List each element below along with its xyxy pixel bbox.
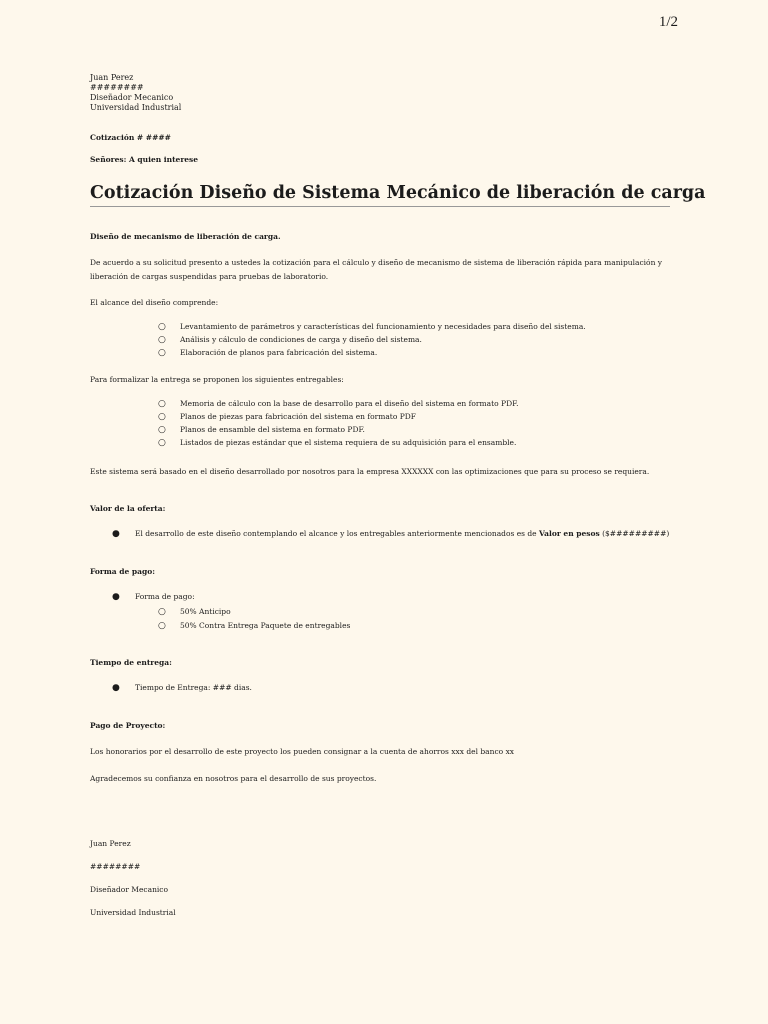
- list-item: ○ 50% Contra Entrega Paquete de entregables: [158, 621, 351, 631]
- sender-block: [90, 73, 670, 113]
- circle-bullet-icon: ○: [158, 411, 166, 422]
- sender-name: Juan Perez: [90, 73, 134, 82]
- offer-list: [90, 529, 670, 542]
- recipient: Señores: A quien interese: [90, 155, 199, 164]
- circle-bullet-icon: ○: [158, 321, 166, 332]
- payment-sub-list: [90, 605, 670, 633]
- list-item: ○ Memoria de cálculo con la base de desarrollo para el diseño del sistema en formato PDF.: [158, 398, 519, 409]
- circle-bullet-icon: ○: [158, 607, 166, 617]
- circle-bullet-icon: ○: [158, 621, 166, 631]
- scope-intro: El alcance del diseño comprende:: [90, 298, 219, 307]
- signature-id: ########: [90, 862, 141, 871]
- offer-text: El desarrollo de este diseño contemplando el alcance y los entregables anteriormente mencionados es de: [135, 529, 540, 538]
- document-title: Cotización Diseño de Sistema Mecánico de liberación de carga: [90, 182, 670, 207]
- list-item: ○ Planos de ensamble del sistema en formato PDF.: [158, 424, 365, 435]
- thanks-paragraph: Agradecemos su confianza en nosotros para el desarrollo de sus proyectos.: [90, 774, 377, 783]
- circle-bullet-icon: ○: [158, 424, 166, 435]
- signature-block: [90, 839, 670, 918]
- filled-bullet-icon: ●: [112, 592, 120, 602]
- list-item: ○ Elaboración de planos para fabricación del sistema.: [158, 347, 378, 358]
- circle-bullet-icon: ○: [158, 334, 166, 345]
- delivery-list: [90, 683, 670, 696]
- sender-id: ########: [90, 83, 144, 92]
- delivery-item: Tiempo de Entrega: ### dias.: [135, 683, 252, 692]
- circle-bullet-icon: ○: [158, 347, 166, 358]
- payment-item: Forma de pago:: [135, 592, 195, 601]
- scope-list: [90, 320, 670, 359]
- circle-bullet-icon: ○: [158, 398, 166, 409]
- circle-bullet-icon: ○: [158, 437, 166, 448]
- document-body: [90, 73, 706, 918]
- list-item: ○ Listados de piezas estándar que el sistema requiera de su adquisición para el ensamble.: [158, 437, 517, 448]
- list-item: ○ Levantamiento de parámetros y características del funcionamiento y necesidades para diseño del sistema.: [158, 321, 586, 332]
- deliverables-list: [90, 397, 670, 449]
- signature-institution: Universidad Industrial: [90, 908, 176, 917]
- page-number: 1/2: [658, 14, 678, 30]
- list-item: [112, 592, 670, 605]
- payment-heading: Forma de pago:: [90, 567, 156, 576]
- sender-role: Diseñador Mecanico: [90, 93, 174, 102]
- filled-bullet-icon: ●: [112, 683, 120, 693]
- list-item: ○ 50% Anticipo: [158, 607, 231, 617]
- sender-institution: Universidad Industrial: [90, 103, 182, 112]
- filled-bullet-icon: ●: [112, 529, 120, 539]
- list-item: [112, 529, 670, 542]
- payment-list: [90, 592, 670, 605]
- intro-paragraph: De acuerdo a su solicitud presento a ustedes la cotización para el cálculo y diseño de mecanismo de sistema de liberación rápida para manipulación y liberación de cargas suspendidas para pruebas de laboratorio.: [90, 258, 663, 281]
- project-payment-text: Los honorarios por el desarrollo de este proyecto los pueden consignar a la cuenta de ahorros xxx del banco xx: [90, 747, 515, 756]
- basis-paragraph: Este sistema será basado en el diseño desarrollado por nosotros para la empresa XXXXXX con las optimizaciones que para su proceso se requiera.: [90, 467, 650, 476]
- offer-heading: Valor de la oferta:: [90, 504, 166, 513]
- signature-name: Juan Perez: [90, 839, 131, 848]
- list-item: ○ Planos de piezas para fabricación del sistema en formato PDF: [158, 411, 416, 422]
- signature-role: Diseñador Mecanico: [90, 885, 169, 894]
- offer-value-label: Valor en pesos: [539, 529, 600, 538]
- offer-value-amount: ($#########): [602, 529, 670, 538]
- quote-number: Cotización # ####: [90, 133, 171, 142]
- section-heading-main: Diseño de mecanismo de liberación de carga.: [90, 232, 281, 241]
- delivery-heading: Tiempo de entrega:: [90, 658, 172, 667]
- list-item: ○ Análisis y cálculo de condiciones de carga y diseño del sistema.: [158, 334, 422, 345]
- deliverables-intro: Para formalizar la entrega se proponen los siguientes entregables:: [90, 375, 344, 384]
- list-item: [112, 683, 670, 696]
- project-payment-heading: Pago de Proyecto:: [90, 721, 166, 730]
